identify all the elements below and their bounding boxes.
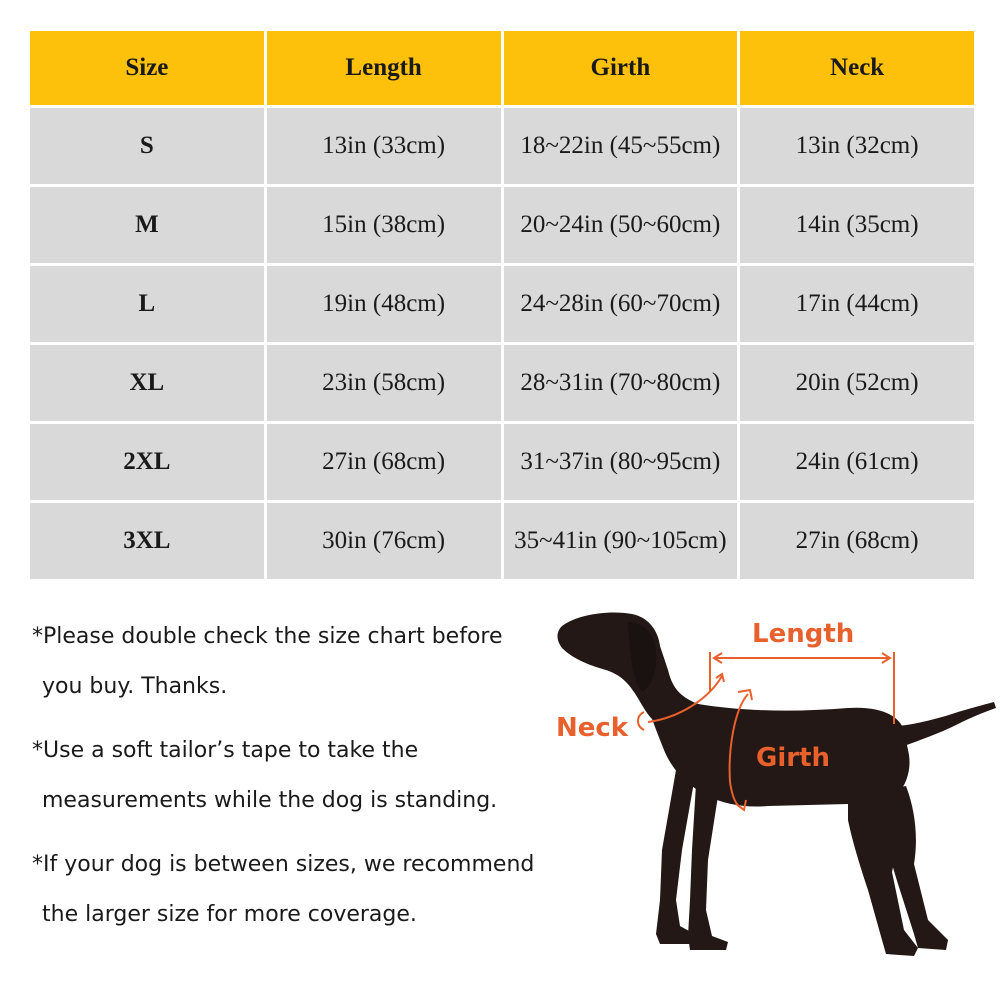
- cell-size: L: [30, 266, 264, 342]
- cell-neck: 24in (61cm): [740, 424, 974, 500]
- note-tailor-tape: [32, 726, 562, 826]
- cell-neck: 13in (32cm): [740, 108, 974, 184]
- cell-neck: 14in (35cm): [740, 187, 974, 263]
- table-row: [30, 424, 974, 500]
- cell-girth: 24~28in (60~70cm): [504, 266, 738, 342]
- length-label: Length: [752, 619, 855, 649]
- note-double-check: [32, 612, 562, 712]
- neck-label: Neck: [556, 713, 629, 743]
- cell-length: 19in (48cm): [267, 266, 501, 342]
- note-line: *Use a soft tailor’s tape to take the: [32, 738, 419, 763]
- dog-silhouette-icon: [558, 613, 997, 957]
- cell-size: XL: [30, 345, 264, 421]
- cell-girth: 20~24in (50~60cm): [504, 187, 738, 263]
- cell-girth: 28~31in (70~80cm): [504, 345, 738, 421]
- note-between-sizes: [32, 840, 562, 940]
- header-girth: Girth: [504, 31, 738, 105]
- cell-length: 15in (38cm): [267, 187, 501, 263]
- cell-length: 23in (58cm): [267, 345, 501, 421]
- cell-girth: 31~37in (80~95cm): [504, 424, 738, 500]
- table-row: [30, 266, 974, 342]
- size-notes: [32, 612, 562, 954]
- cell-size: M: [30, 187, 264, 263]
- cell-neck: 17in (44cm): [740, 266, 974, 342]
- cell-size: 2XL: [30, 424, 264, 500]
- table-header-row: [30, 31, 974, 105]
- header-neck: Neck: [740, 31, 974, 105]
- cell-length: 13in (33cm): [267, 108, 501, 184]
- cell-length: 27in (68cm): [267, 424, 501, 500]
- note-line: you buy. Thanks.: [42, 674, 228, 699]
- note-line: measurements while the dog is standing.: [42, 788, 498, 813]
- cell-girth: 18~22in (45~55cm): [504, 108, 738, 184]
- cell-size: 3XL: [30, 503, 264, 579]
- table-row: [30, 108, 974, 184]
- girth-label: Girth: [756, 743, 831, 773]
- cell-girth: 35~41in (90~105cm): [504, 503, 738, 579]
- cell-neck: 20in (52cm): [740, 345, 974, 421]
- note-line: *Please double check the size chart before: [32, 624, 503, 649]
- cell-size: S: [30, 108, 264, 184]
- note-line: *If your dog is between sizes, we recommend: [32, 852, 535, 877]
- size-chart-table: [27, 28, 977, 582]
- cell-neck: 27in (68cm): [740, 503, 974, 579]
- table-row: [30, 345, 974, 421]
- header-size: Size: [30, 31, 264, 105]
- dog-measurement-diagram: [548, 600, 998, 995]
- note-line: the larger size for more coverage.: [42, 902, 417, 927]
- table-row: [30, 503, 974, 579]
- table-row: [30, 187, 974, 263]
- header-length: Length: [267, 31, 501, 105]
- cell-length: 30in (76cm): [267, 503, 501, 579]
